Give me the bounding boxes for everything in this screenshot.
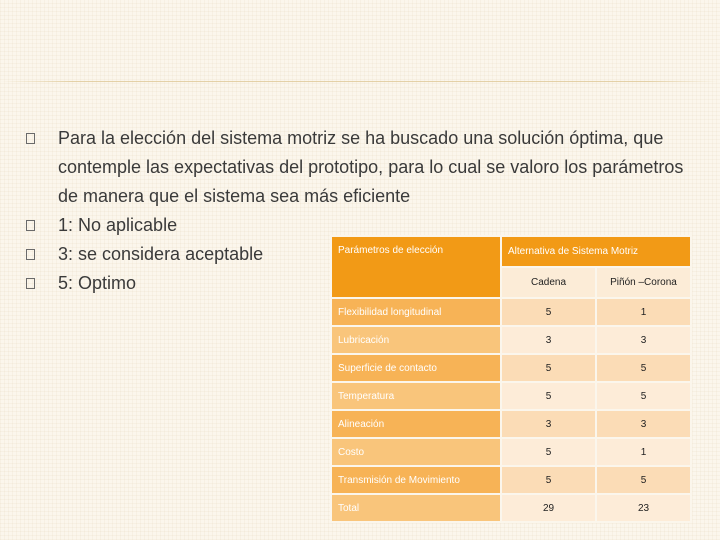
row-pinon: 23 <box>596 494 691 522</box>
row-cadena: 3 <box>501 326 596 354</box>
sub-header-pinon: Piñón –Corona <box>596 267 691 298</box>
row-cadena: 5 <box>501 298 596 326</box>
row-pinon: 1 <box>596 298 691 326</box>
square-bullet-icon <box>26 133 35 144</box>
table-row-total <box>331 494 691 522</box>
row-pinon: 1 <box>596 438 691 466</box>
bullet-text: 1: No aplicable <box>58 215 178 235</box>
sub-header-cadena: Cadena <box>501 267 596 298</box>
row-pinon: 3 <box>596 410 691 438</box>
square-bullet-icon <box>26 249 35 260</box>
table-row <box>331 326 691 354</box>
row-param: Transmisión de Movimiento <box>331 466 501 494</box>
top-divider <box>0 81 720 82</box>
table-row <box>331 438 691 466</box>
row-cadena: 5 <box>501 354 596 382</box>
row-cadena: 3 <box>501 410 596 438</box>
row-param: Temperatura <box>331 382 501 410</box>
bullet-item <box>26 211 318 240</box>
bullet-text: 3: se considera aceptable <box>58 244 264 264</box>
table-row <box>331 298 691 326</box>
alt-header: Alternativa de Sistema Motriz <box>501 236 691 267</box>
row-param: Alineación <box>331 410 501 438</box>
row-pinon: 3 <box>596 326 691 354</box>
row-param: Flexibilidad longitudinal <box>331 298 501 326</box>
param-header: Parámetros de elección <box>331 236 501 298</box>
bullet-text: 5: Optimo <box>58 273 137 293</box>
row-cadena: 5 <box>501 382 596 410</box>
table-row <box>331 354 691 382</box>
table-row <box>331 466 691 494</box>
square-bullet-icon <box>26 220 35 231</box>
row-pinon: 5 <box>596 382 691 410</box>
table-row <box>331 410 691 438</box>
bullet-item <box>26 240 318 269</box>
row-param: Total <box>331 494 501 522</box>
row-cadena: 5 <box>501 438 596 466</box>
row-cadena: 29 <box>501 494 596 522</box>
row-pinon: 5 <box>596 354 691 382</box>
parameters-table <box>330 235 692 523</box>
row-param: Lubricación <box>331 326 501 354</box>
bullet-item <box>26 124 708 211</box>
row-cadena: 5 <box>501 466 596 494</box>
row-param: Superficie de contacto <box>331 354 501 382</box>
row-pinon: 5 <box>596 466 691 494</box>
bullet-item <box>26 269 318 298</box>
bullet-text: Para la elección del sistema motriz se ha buscado una solución óptima, que contemple las expectativas del prototipo, para lo cual se valoro los parámetros de manera que el sistema sea más eficiente <box>58 128 684 206</box>
square-bullet-icon <box>26 278 35 289</box>
table-row <box>331 382 691 410</box>
row-param: Costo <box>331 438 501 466</box>
